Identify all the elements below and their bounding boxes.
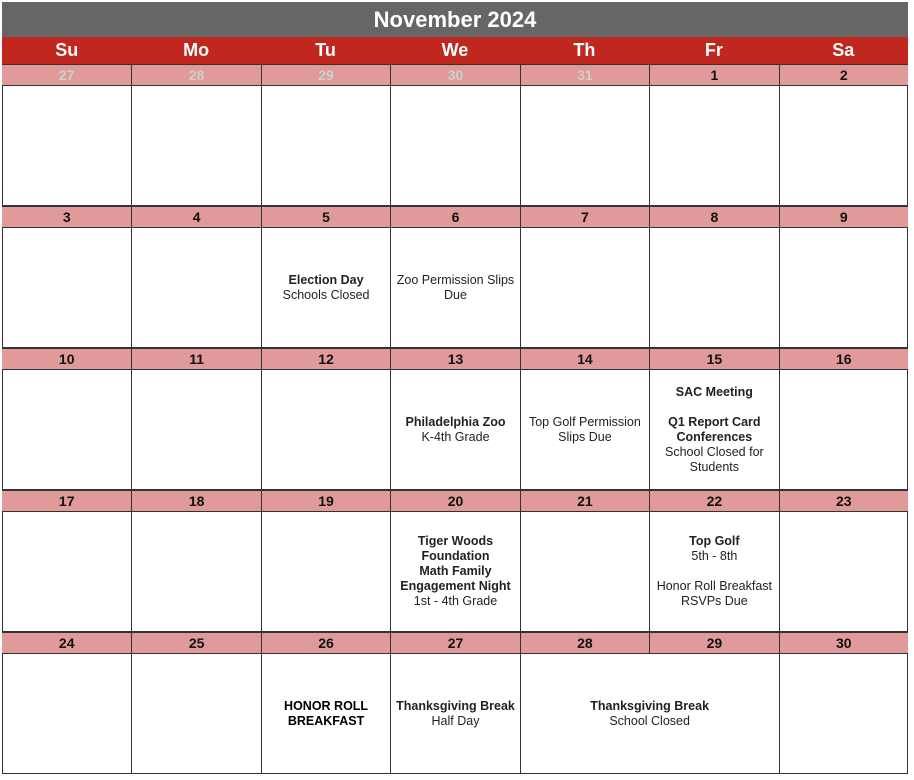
event-text: Honor Roll Breakfast xyxy=(656,579,773,593)
date-number-row xyxy=(2,490,908,512)
event-title: Math Family xyxy=(419,564,492,578)
date-number[interactable]: 29 xyxy=(261,65,390,85)
event-text: Top Golf Permission xyxy=(528,414,641,429)
date-number[interactable]: 16 xyxy=(779,349,908,369)
date-number[interactable]: 14 xyxy=(520,349,649,369)
event-title: SAC Meeting xyxy=(675,384,753,399)
event-top-golf-slips[interactable] xyxy=(520,370,649,489)
dow-sunday: Su xyxy=(55,40,79,60)
date-number[interactable]: 7 xyxy=(520,207,649,227)
day-cell[interactable] xyxy=(131,512,260,631)
day-cell[interactable] xyxy=(261,370,390,489)
week-row xyxy=(2,490,908,632)
date-number[interactable]: 19 xyxy=(261,491,390,511)
date-number[interactable]: 27 xyxy=(58,67,75,83)
event-detail: Schools Closed xyxy=(282,287,370,302)
day-cell[interactable] xyxy=(520,86,649,205)
date-number[interactable]: 8 xyxy=(649,207,778,227)
event-thanksgiving-half-day[interactable] xyxy=(390,654,519,773)
day-cell[interactable] xyxy=(2,86,131,205)
event-detail: 1st - 4th Grade xyxy=(413,594,498,608)
date-number[interactable]: 26 xyxy=(261,633,390,653)
event-title: Foundation xyxy=(421,549,490,563)
date-number[interactable]: 9 xyxy=(779,207,908,227)
day-cell[interactable] xyxy=(779,512,908,631)
day-cell[interactable] xyxy=(2,512,131,631)
day-cell[interactable] xyxy=(2,370,131,489)
date-body-row xyxy=(2,654,908,774)
date-body-row xyxy=(2,370,908,490)
date-number[interactable]: 10 xyxy=(58,351,75,367)
week-row xyxy=(2,632,908,774)
event-detail: Students xyxy=(689,459,740,474)
day-cell[interactable] xyxy=(649,228,778,347)
event-detail: Half Day xyxy=(431,713,480,728)
event-text: RSVPs Due xyxy=(681,594,748,608)
event-top-golf[interactable] xyxy=(649,512,778,631)
date-number-row xyxy=(2,348,908,370)
event-title: Election Day xyxy=(288,272,364,287)
date-number[interactable]: 1 xyxy=(649,65,778,85)
day-cell[interactable] xyxy=(131,370,260,489)
date-number[interactable]: 24 xyxy=(58,635,75,651)
day-cell[interactable] xyxy=(2,654,131,773)
date-number[interactable]: 30 xyxy=(390,65,519,85)
day-cell[interactable] xyxy=(131,654,260,773)
date-number[interactable]: 17 xyxy=(58,493,75,509)
day-cell[interactable] xyxy=(779,370,908,489)
event-title: Q1 Report Card xyxy=(668,414,761,429)
date-body-row xyxy=(2,512,908,632)
date-number[interactable]: 13 xyxy=(390,349,519,369)
event-title: BREAKFAST xyxy=(287,713,365,728)
dow-wednesday: We xyxy=(441,40,469,60)
day-cell[interactable] xyxy=(520,228,649,347)
date-number-row xyxy=(2,632,908,654)
date-number-row xyxy=(2,206,908,228)
date-number[interactable]: 28 xyxy=(520,633,649,653)
event-sac-meeting[interactable] xyxy=(649,370,778,489)
date-number[interactable]: 11 xyxy=(131,349,260,369)
event-title: Top Golf xyxy=(689,534,740,548)
week-row xyxy=(2,206,908,348)
day-cell[interactable] xyxy=(131,86,260,205)
date-number[interactable]: 30 xyxy=(779,633,908,653)
date-number[interactable]: 5 xyxy=(261,207,390,227)
dow-friday: Fr xyxy=(704,40,723,60)
day-cell[interactable] xyxy=(520,512,649,631)
week-row xyxy=(2,348,908,490)
date-number-row xyxy=(2,64,908,86)
event-title: Thanksgiving Break xyxy=(590,698,710,713)
date-number[interactable]: 28 xyxy=(131,65,260,85)
date-number[interactable]: 2 xyxy=(779,65,908,85)
date-number[interactable]: 6 xyxy=(390,207,519,227)
date-body-row xyxy=(2,228,908,348)
date-number[interactable]: 25 xyxy=(131,633,260,653)
event-detail: School Closed for xyxy=(665,444,764,459)
day-cell[interactable] xyxy=(2,228,131,347)
dow-saturday: Sa xyxy=(832,40,855,60)
date-number[interactable]: 15 xyxy=(649,349,778,369)
day-cell[interactable] xyxy=(390,86,519,205)
event-text: Zoo Permission Slips xyxy=(396,272,515,287)
event-philadelphia-zoo[interactable] xyxy=(390,370,519,489)
event-thanksgiving-break[interactable] xyxy=(520,654,779,773)
event-title: Tiger Woods xyxy=(417,534,494,548)
event-title: Engagement Night xyxy=(400,579,511,593)
dow-thursday: Th xyxy=(573,40,596,60)
date-number[interactable]: 3 xyxy=(62,209,71,225)
event-detail: School Closed xyxy=(609,713,690,728)
date-number[interactable]: 23 xyxy=(779,491,908,511)
event-detail: 5th - 8th xyxy=(691,549,738,563)
date-number[interactable]: 31 xyxy=(520,65,649,85)
day-cell[interactable] xyxy=(261,512,390,631)
day-cell[interactable] xyxy=(261,86,390,205)
calendar-title: November 2024 xyxy=(2,2,908,37)
day-cell[interactable] xyxy=(779,654,908,773)
date-number[interactable]: 20 xyxy=(390,491,519,511)
date-number[interactable]: 12 xyxy=(261,349,390,369)
date-number[interactable]: 29 xyxy=(649,633,778,653)
date-number[interactable]: 21 xyxy=(520,491,649,511)
date-number[interactable]: 4 xyxy=(131,207,260,227)
date-number[interactable]: 27 xyxy=(390,633,519,653)
day-cell[interactable] xyxy=(649,86,778,205)
dow-tuesday: Tu xyxy=(315,40,336,60)
event-honor-roll-breakfast[interactable] xyxy=(261,654,390,773)
event-title: Thanksgiving Break xyxy=(396,698,515,713)
event-text: Due xyxy=(444,287,467,302)
day-cell[interactable] xyxy=(779,228,908,347)
day-of-week-header xyxy=(2,37,908,64)
event-election-day[interactable] xyxy=(261,228,390,347)
event-title: Philadelphia Zoo xyxy=(405,414,506,429)
week-row xyxy=(2,64,908,206)
event-title: HONOR ROLL xyxy=(284,698,369,713)
event-detail: K-4th Grade xyxy=(421,429,490,444)
date-number[interactable]: 22 xyxy=(649,491,778,511)
day-cell[interactable] xyxy=(779,86,908,205)
event-text: Slips Due xyxy=(558,429,612,444)
event-math-family-night[interactable] xyxy=(390,512,519,631)
event-title: Conferences xyxy=(676,429,753,444)
date-number[interactable]: 18 xyxy=(131,491,260,511)
day-cell[interactable] xyxy=(131,228,260,347)
date-body-row xyxy=(2,86,908,206)
dow-monday: Mo xyxy=(183,40,210,60)
event-zoo-permission-slips[interactable] xyxy=(390,228,519,347)
